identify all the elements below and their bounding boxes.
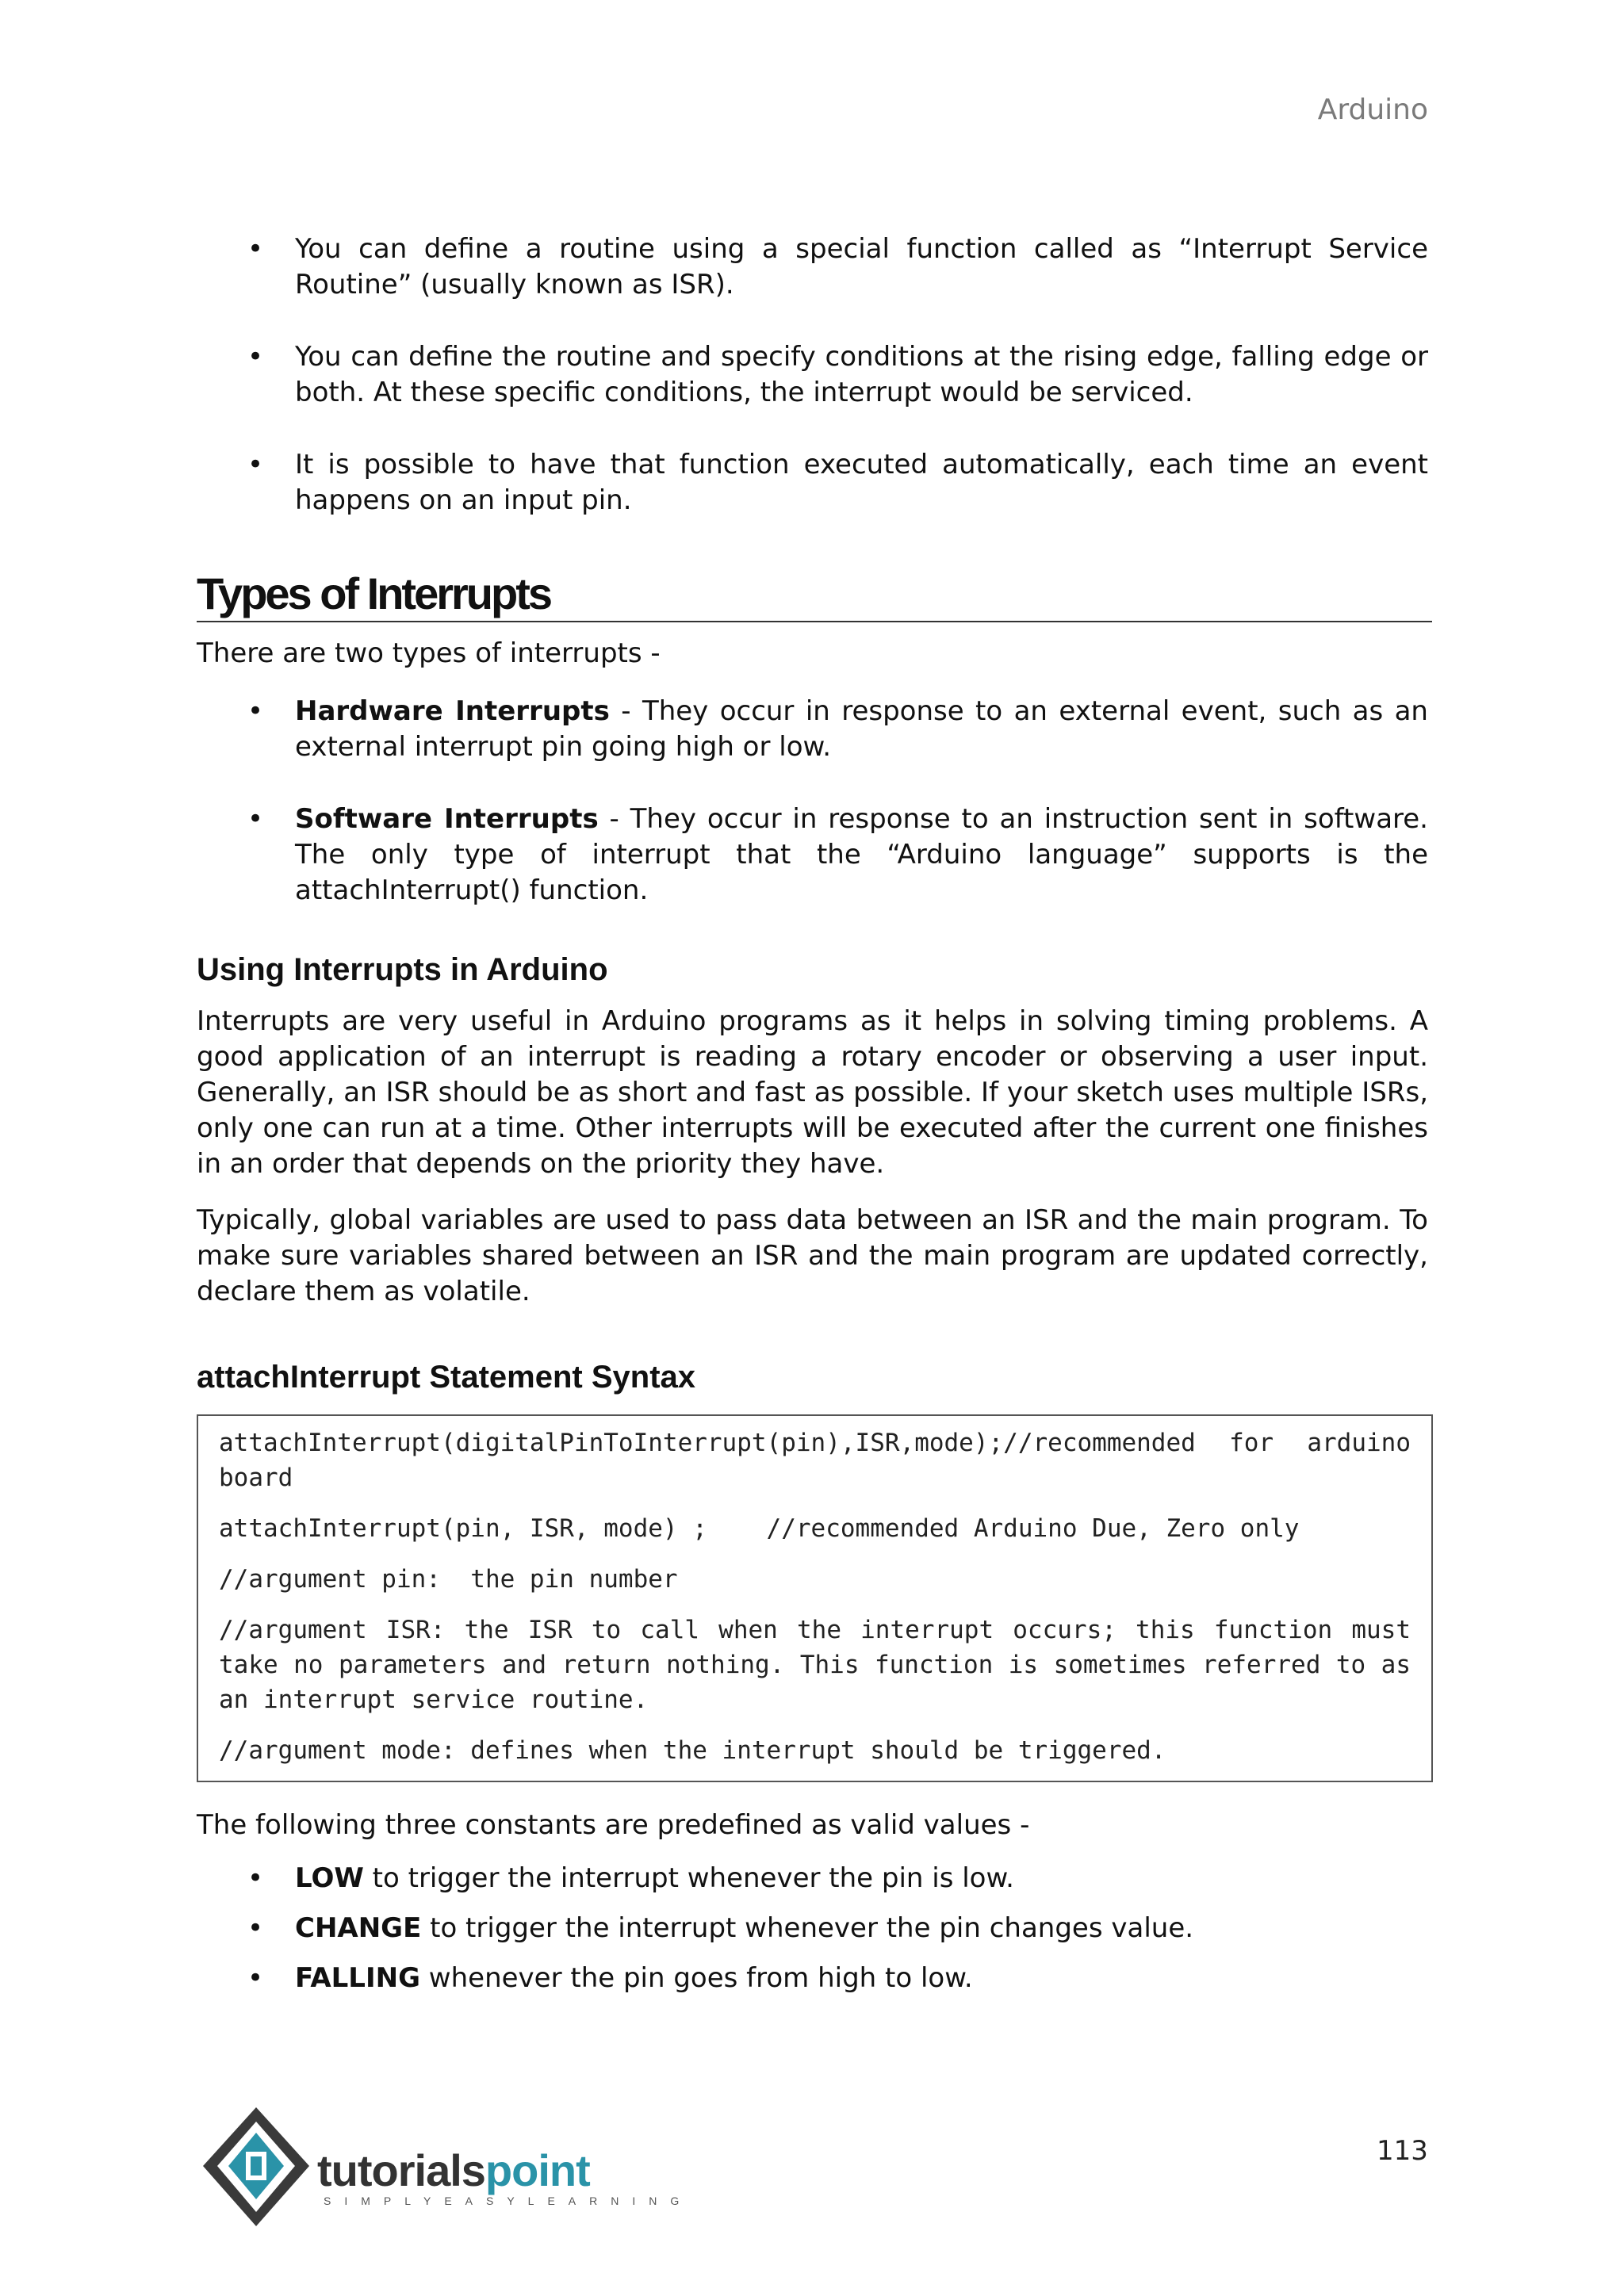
constants-list [197, 1861, 1428, 1996]
bullet-icon: • [247, 449, 264, 480]
intro-section [197, 232, 1428, 555]
list-item: • It is possible to have that function executed automatically, each time an event happens on an input pin. [247, 449, 1428, 516]
bullet-icon: • [247, 1862, 264, 1894]
list-item: • You can define a routine using a special function called as “Interrupt Service Routine” (usually known as ISR). [247, 233, 1428, 300]
paragraph: Typically, global variables are used to pass data between an ISR and the main program. To make sure variables shared between an ISR and the main program are updated correctly, declare them as volatile. [197, 1204, 1428, 1307]
list-item: • Software Interrupts - They occur in response to an instruction sent in software. The only type of interrupt that the “Arduino language” supports is the attachInterrupt() function. [247, 803, 1428, 906]
constants-intro: The following three constants are predefined as valid values - [197, 1809, 1030, 1841]
running-header: Arduino [1317, 94, 1428, 126]
types-list [197, 694, 1428, 909]
intro-bullet-list [197, 232, 1428, 519]
bullet-icon: • [247, 695, 264, 727]
paragraph: Interrupts are very useful in Arduino programs as it helps in solving timing problems. A good application of an interrupt is reading a rotary encoder or observing a user input. Generally, an ISR should be as short and fast as possible. If your sketch uses multiple ISRs, only one can run at a time. Other interrupts will be executed after the current one finishes in an order that depends on the priority they have. [197, 1005, 1428, 1180]
tutorialspoint-logo [197, 2101, 693, 2236]
bullet-icon: • [247, 1912, 264, 1944]
types-intro: There are two types of interrupts - [197, 637, 661, 669]
types-body [197, 636, 1428, 945]
types-section [197, 568, 1428, 622]
syntax-section [197, 1360, 1428, 1395]
list-item: • Hardware Interrupts - They occur in response to an external event, such as an external interrupt pin going high or low. [247, 695, 1428, 763]
page-number: 113 [1377, 2135, 1428, 2167]
constants-section [197, 1808, 1428, 2011]
logo-diamond-icon [197, 2101, 316, 2236]
subsection-heading: attachInterrupt Statement Syntax [197, 1360, 696, 1395]
list-item: • LOW to trigger the interrupt whenever the pin is low. [197, 1861, 1428, 1896]
code-line: //argument ISR: the ISR to call when the interrupt occurs; this function must take no parameters and return nothing. This function is sometimes referred to as an interrupt service routine. [219, 1616, 1411, 1714]
bullet-icon: • [247, 341, 264, 373]
syntax-body [197, 1414, 1428, 1782]
code-block [197, 1414, 1433, 1782]
list-item: • FALLING whenever the pin goes from high to low. [197, 1961, 1428, 1996]
code-line: attachInterrupt(pin, ISR, mode) ; //recommended Arduino Due, Zero only [219, 1514, 1300, 1543]
logo-wordmark: tutorialspoint [317, 2145, 590, 2195]
list-item: • CHANGE to trigger the interrupt whenever the pin changes value. [197, 1911, 1428, 1946]
list-item: • You can define the routine and specify conditions at the rising edge, falling edge or both. At these specific conditions, the interrupt would be serviced. [247, 341, 1428, 408]
section-heading: Types of Interrupts [197, 568, 1432, 622]
bullet-icon: • [247, 803, 264, 835]
code-line: attachInterrupt(digitalPinToInterrupt(pin),ISR,mode);//recommended for arduino board [219, 1429, 1411, 1492]
logo-tagline: SIMPLYEASYLEARNING [324, 2195, 693, 2207]
code-line: //argument mode: defines when the interrupt should be triggered. [219, 1736, 1166, 1765]
bullet-icon: • [247, 233, 264, 265]
subsection-heading: Using Interrupts in Arduino [197, 952, 608, 987]
bullet-icon: • [247, 1962, 264, 1994]
code-line: //argument pin: the pin number [219, 1565, 678, 1594]
using-section [197, 952, 1428, 1310]
